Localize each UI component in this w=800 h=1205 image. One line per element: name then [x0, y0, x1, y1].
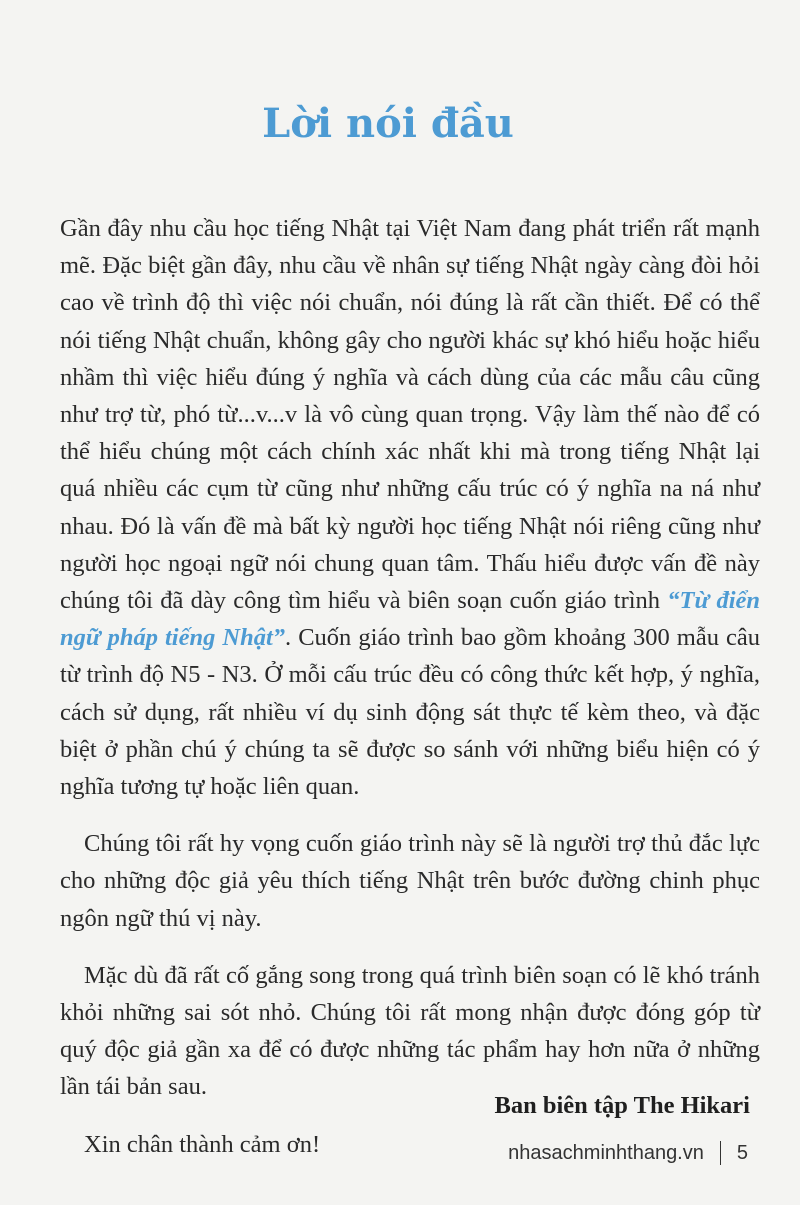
footer-divider [720, 1141, 721, 1165]
paragraph-1 [60, 210, 760, 805]
book-title: “Từ điển ngữ pháp tiếng Nhật” [60, 587, 761, 652]
paragraph-3: Mặc dù đã rất cố gắng song trong quá trình biên soạn có lẽ khó tránh khỏi những sai sót nhỏ. Chúng tôi rất mong nhận được đóng góp từ quý độc giả gần xa để có được những tác phẩm hay hơn nữa ở những lần tái bản sau. [60, 961, 760, 1101]
paragraph-4: Xin chân thành cảm ơn! [84, 1130, 321, 1158]
page-title: Lời nói đầu [262, 100, 514, 147]
preface-body [60, 210, 760, 1183]
paragraph-2: Chúng tôi rất hy vọng cuốn giáo trình này sẽ là người trợ thủ đắc lực cho những độc giả yêu thích tiếng Nhật trên bước đường chinh phục ngôn ngữ thú vị này. [60, 830, 760, 932]
paragraph-1-text-b: . Cuốn giáo trình bao gồm khoảng 300 mẫu câu từ trình độ N5 - N3. Ở mỗi cấu trúc đều có công thức kết hợp, ý nghĩa, cách sử dụng, rất nhiều ví dụ sinh động sát thực tế kèm theo, và đặc biệt ở phần chú ý chúng ta sẽ được so sánh với những biểu hiện có ý nghĩa tương tự hoặc liên quan. [60, 624, 761, 801]
paragraph-1-text-a: Gần đây nhu cầu học tiếng Nhật tại Việt Nam đang phát triển rất mạnh mẽ. Đặc biệt gần đây, nhu cầu về nhân sự tiếng Nhật ngày càng đòi hỏi cao về trình độ thì việc nói chuẩn, nói đúng là rất cần thiết. Để có thể nói tiếng Nhật chuẩn, không gây cho người khác sự khó hiểu hoặc hiểu nhầm thì việc hiểu đúng ý nghĩa và cách dùng của các mẫu câu cũng như trợ từ, phó từ...v...v là vô cùng quan trọng. Vậy làm thế nào để có thể hiểu chúng một cách chính xác nhất khi mà trong tiếng Nhật lại quá nhiều các cụm từ cũng như những cấu trúc có ý nghĩa na ná như nhau. Đó là vấn đề mà bất kỳ người học tiếng Nhật nói riêng cũng như người học ngoại ngữ nói chung quan tâm. Thấu hiểu được vấn đề này chúng tôi đã dày công tìm hiểu và biên soạn cuốn giáo trình [60, 215, 760, 615]
page-number: 5 [736, 1141, 748, 1164]
page-footer [508, 1141, 748, 1165]
footer-website: nhasachminhthang.vn [508, 1141, 704, 1164]
signature: Ban biên tập The Hikari [494, 1092, 750, 1119]
